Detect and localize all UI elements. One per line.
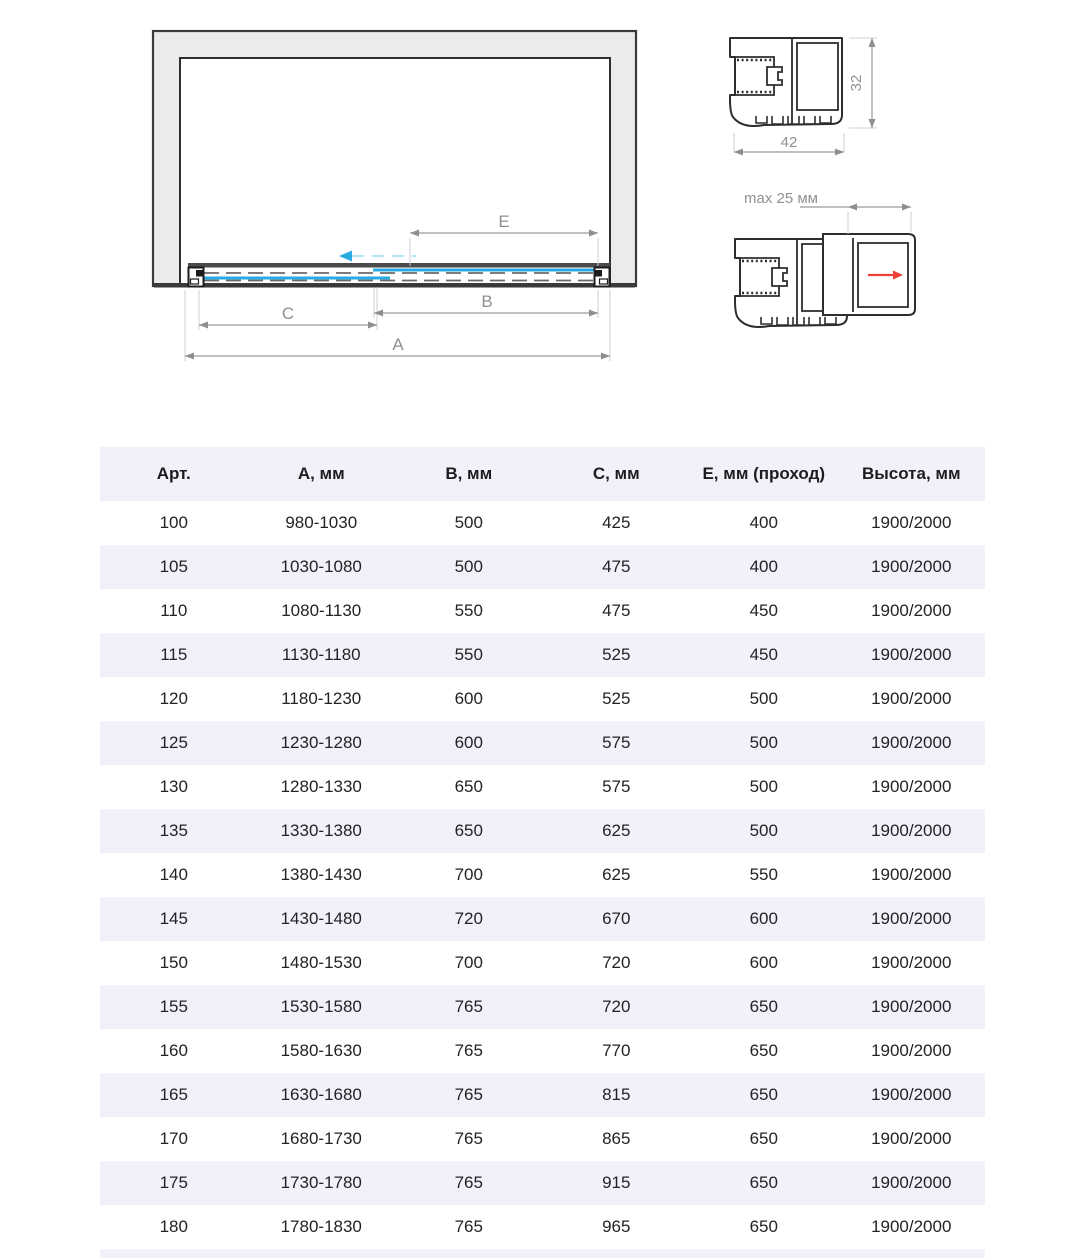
table-row — [100, 677, 985, 721]
sill-bar — [154, 283, 635, 288]
table-cell: 1900/2000 — [838, 985, 986, 1029]
table-cell: 765 — [454, 1041, 483, 1060]
technical-drawing — [0, 0, 1087, 430]
table-cell: 475 — [602, 601, 631, 620]
table-cell: 650 — [690, 1073, 838, 1117]
table-cell: 450 — [690, 633, 838, 677]
table-row — [100, 941, 985, 985]
table-cell: 130 — [159, 777, 188, 796]
table-cell: 550 — [749, 865, 778, 884]
label-b: B — [481, 292, 493, 311]
table-cell: 1230-1280 — [248, 721, 396, 765]
table-cell: 500 — [690, 809, 838, 853]
table-cell: 500 — [395, 545, 543, 589]
table-cell: 770 — [602, 1041, 631, 1060]
table-cell: 720 — [543, 985, 691, 1029]
plan-view — [153, 31, 636, 288]
table-cell: 1900/2000 — [871, 1129, 952, 1148]
table-cell: 650 — [690, 1161, 838, 1205]
table-cell: 165 — [100, 1073, 248, 1117]
table-cell: 600 — [454, 689, 483, 708]
col-header-height: Высота, мм — [838, 447, 986, 501]
table-row — [100, 897, 985, 941]
table-cell: 1080-1130 — [281, 601, 362, 620]
table-cell: 160 — [159, 1041, 188, 1060]
table-cell: 500 — [749, 777, 778, 796]
profile-section-extension — [735, 190, 915, 327]
table-cell: 865 — [602, 1129, 631, 1148]
table-cell: 765 — [395, 1161, 543, 1205]
table-cell: 1380-1430 — [280, 865, 362, 884]
col-header-a: А, мм — [248, 447, 396, 501]
col-header-e: Е, мм (проход) — [690, 447, 838, 501]
table-cell: 145 — [100, 897, 248, 941]
table-cell: 650 — [454, 777, 483, 796]
table-cell: 180 — [159, 1217, 188, 1236]
table-cell: 170 — [159, 1129, 188, 1148]
col-header-b: В, мм — [395, 447, 543, 501]
table-row — [100, 1205, 985, 1249]
spec-table-body — [100, 501, 985, 1249]
table-row — [100, 1029, 985, 1073]
glass-sliding-door — [203, 277, 390, 280]
table-cell: 650 — [749, 1041, 778, 1060]
table-row — [100, 721, 985, 765]
table-cell: 1900/2000 — [871, 777, 952, 796]
table-cell: 625 — [543, 809, 691, 853]
table-cell: 625 — [602, 865, 631, 884]
label-a: A — [392, 335, 404, 354]
table-cell: 980-1030 — [285, 513, 358, 532]
table-cell: 525 — [602, 689, 631, 708]
label-c: C — [281, 304, 295, 323]
table-cell: 500 — [454, 513, 483, 532]
table-row — [100, 985, 985, 1029]
table-cell: 500 — [749, 689, 778, 708]
spec-table — [100, 447, 985, 1249]
table-cell: 175 — [100, 1161, 248, 1205]
table-cell: 105 — [100, 545, 248, 589]
niche-opening — [180, 58, 610, 286]
table-cell: 450 — [749, 601, 778, 620]
table-cell: 1900/2000 — [871, 601, 952, 620]
col-header-c: С, мм — [543, 447, 691, 501]
table-cell: 400 — [749, 513, 778, 532]
table-cell: 1900/2000 — [871, 865, 952, 884]
table-cell: 500 — [690, 721, 838, 765]
table-cell: 1480-1530 — [280, 953, 362, 972]
table-cell: 575 — [602, 777, 631, 796]
table-cell: 1430-1480 — [248, 897, 396, 941]
next-row-stripe-sliver — [100, 1249, 985, 1258]
table-cell: 600 — [690, 897, 838, 941]
table-cell: 1130-1180 — [248, 633, 396, 677]
table-cell: 720 — [395, 897, 543, 941]
table-cell: 1780-1830 — [280, 1217, 362, 1236]
table-row — [100, 809, 985, 853]
table-cell: 120 — [159, 689, 188, 708]
table-cell: 1900/2000 — [838, 633, 986, 677]
table-cell: 1900/2000 — [838, 897, 986, 941]
table-cell: 1330-1380 — [248, 809, 396, 853]
table-cell: 765 — [454, 1129, 483, 1148]
table-cell: 1900/2000 — [838, 1073, 986, 1117]
table-row — [100, 1161, 985, 1205]
table-cell: 100 — [159, 513, 188, 532]
table-cell: 550 — [395, 633, 543, 677]
table-cell: 915 — [543, 1161, 691, 1205]
table-cell: 1900/2000 — [871, 1217, 952, 1236]
table-cell: 1030-1080 — [248, 545, 396, 589]
table-cell: 1580-1630 — [280, 1041, 362, 1060]
table-cell: 155 — [100, 985, 248, 1029]
table-cell: 150 — [159, 953, 188, 972]
table-cell: 1900/2000 — [838, 545, 986, 589]
wall-profile-right — [595, 268, 610, 287]
profile-section-main — [730, 38, 877, 156]
table-row — [100, 853, 985, 897]
table-cell: 650 — [395, 809, 543, 853]
table-cell: 1900/2000 — [871, 513, 952, 532]
label-e: E — [498, 212, 510, 231]
table-cell: 720 — [602, 953, 631, 972]
table-cell: 650 — [690, 985, 838, 1029]
table-cell: 700 — [454, 953, 483, 972]
table-cell: 400 — [690, 545, 838, 589]
table-cell: 110 — [160, 601, 188, 620]
track-bar — [188, 263, 610, 268]
table-cell: 1900/2000 — [838, 1161, 986, 1205]
table-cell: 650 — [749, 1217, 778, 1236]
table-header-row — [100, 447, 985, 501]
table-cell: 765 — [395, 985, 543, 1029]
table-cell: 700 — [454, 865, 483, 884]
table-cell: 140 — [159, 865, 188, 884]
glass-fixed-panel — [373, 269, 606, 272]
table-cell: 125 — [100, 721, 248, 765]
wall-profile-left — [189, 268, 204, 287]
table-cell: 475 — [543, 545, 691, 589]
table-cell: 1530-1580 — [248, 985, 396, 1029]
table-cell: 600 — [395, 721, 543, 765]
table-cell: 1900/2000 — [838, 721, 986, 765]
table-row — [100, 545, 985, 589]
table-cell: 765 — [395, 1073, 543, 1117]
table-cell: 1180-1230 — [281, 689, 362, 708]
table-cell: 600 — [749, 953, 778, 972]
table-cell: 1900/2000 — [838, 809, 986, 853]
table-cell: 1900/2000 — [871, 1041, 952, 1060]
label-profile-height: 32 — [848, 74, 865, 92]
table-cell: 670 — [543, 897, 691, 941]
col-header-art: Арт. — [100, 447, 248, 501]
table-row — [100, 501, 985, 545]
label-max-adjust: max 25 мм — [744, 190, 818, 207]
table-cell: 525 — [543, 633, 691, 677]
table-cell: 650 — [749, 1129, 778, 1148]
table-cell: 1900/2000 — [871, 953, 952, 972]
table-row — [100, 765, 985, 809]
table-cell: 550 — [454, 601, 483, 620]
table-cell: 135 — [100, 809, 248, 853]
table-row — [100, 633, 985, 677]
table-cell: 965 — [602, 1217, 631, 1236]
table-cell: 425 — [602, 513, 631, 532]
label-profile-width: 42 — [780, 134, 798, 151]
table-cell: 575 — [543, 721, 691, 765]
table-row — [100, 1073, 985, 1117]
table-cell: 1680-1730 — [280, 1129, 362, 1148]
table-row — [100, 589, 985, 633]
table-cell: 1730-1780 — [248, 1161, 396, 1205]
table-row — [100, 1117, 985, 1161]
table-cell: 1900/2000 — [871, 689, 952, 708]
table-cell: 1280-1330 — [280, 777, 362, 796]
table-cell: 815 — [543, 1073, 691, 1117]
table-cell: 765 — [454, 1217, 483, 1236]
table-cell: 115 — [100, 633, 248, 677]
table-cell: 1630-1680 — [248, 1073, 396, 1117]
